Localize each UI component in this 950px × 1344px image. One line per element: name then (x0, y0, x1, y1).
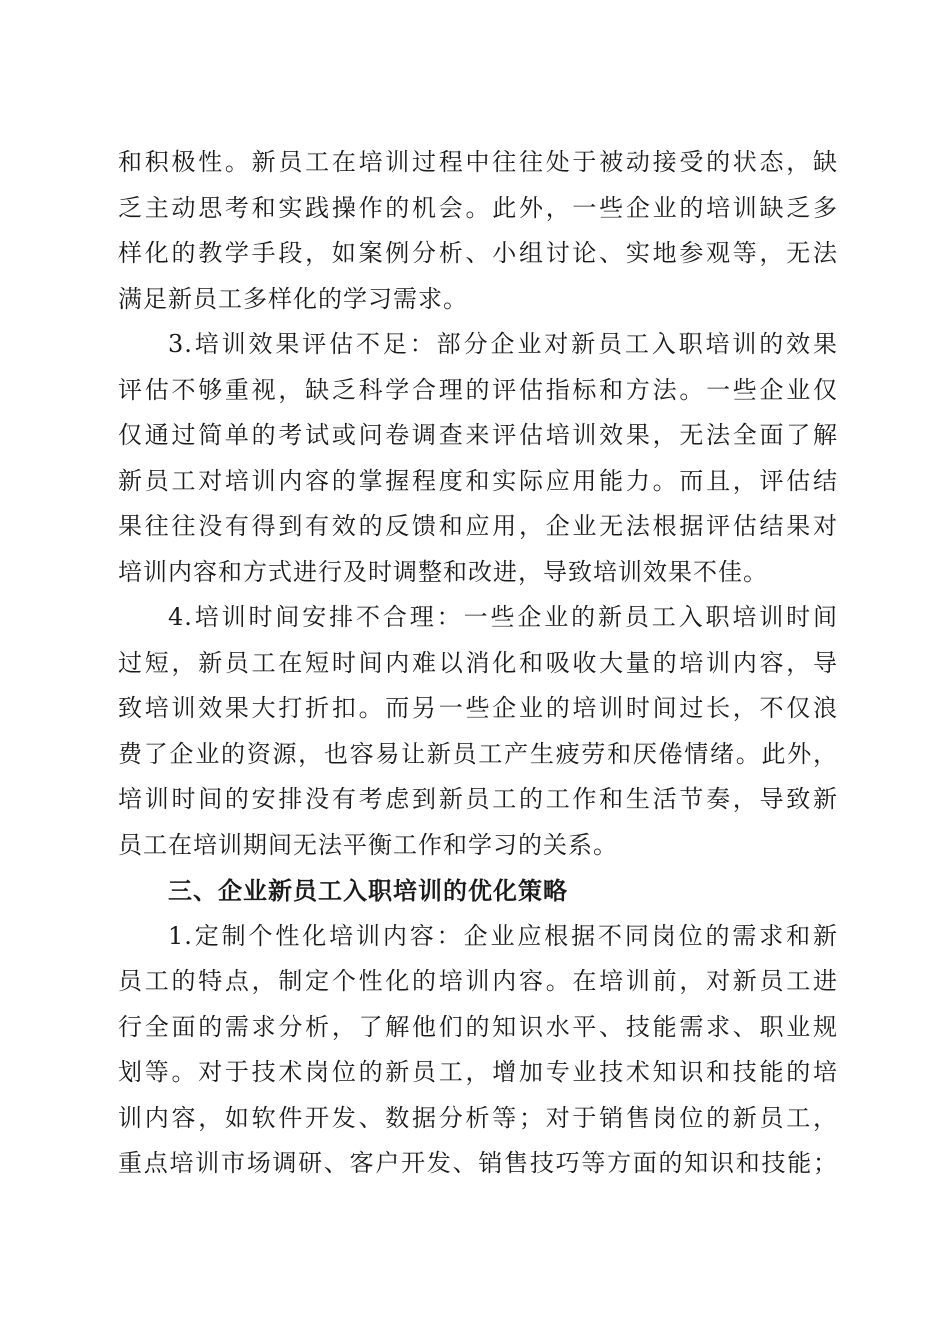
paragraph-line: 过短，新员工在短时间内难以消化和吸收大量的培训内容，导 (118, 648, 838, 677)
paragraph-line: 果往往没有得到有效的反馈和应用，企业无法根据评估结果对 (118, 512, 838, 540)
paragraph-line: 新员工对培训内容的掌握程度和实际应用能力。而且，评估结 (118, 466, 838, 495)
paragraph-line: 和积极性。新员工在培训过程中往往处于被动接受的状态，缺 (118, 148, 838, 176)
document-body (118, 140, 838, 1187)
section-heading: 三、企业新员工入职培训的优化策略 (168, 876, 568, 905)
paragraph-line: 培训时间的安排没有考虑到新员工的工作和生活节奏，导致新 (118, 785, 838, 813)
paragraph-line: 重点培训市场调研、客户开发、销售技巧等方面的知识和技能； (118, 1149, 838, 1177)
paragraph-line: 3.培训效果评估不足：部分企业对新员工入职培训的效果 (168, 330, 838, 358)
paragraph-line: 员工在培训期间无法平衡工作和学习的关系。 (118, 830, 618, 859)
paragraph-line: 仅通过简单的考试或问卷调查来评估培训效果，无法全面了解 (118, 421, 838, 449)
paragraph-line: 乏主动思考和实践操作的机会。此外，一些企业的培训缺乏多 (118, 193, 838, 222)
paragraph-line: 样化的教学手段，如案例分析、小组讨论、实地参观等，无法 (118, 239, 838, 267)
paragraph-line: 员工的特点，制定个性化的培训内容。在培训前，对新员工进 (118, 967, 838, 995)
paragraph-line: 1.定制个性化培训内容：企业应根据不同岗位的需求和新 (168, 921, 838, 950)
paragraph-line: 培训内容和方式进行及时调整和改进，导致培训效果不佳。 (118, 557, 768, 586)
paragraph-line: 致培训效果大打折扣。而另一些企业的培训时间过长，不仅浪 (118, 694, 838, 722)
paragraph-line: 训内容，如软件开发、数据分析等；对于销售岗位的新员工， (118, 1103, 838, 1132)
paragraph-line: 费了企业的资源，也容易让新员工产生疲劳和厌倦情绪。此外， (118, 739, 838, 768)
paragraph-line: 划等。对于技术岗位的新员工，增加专业技术知识和技能的培 (118, 1058, 838, 1086)
paragraph-line: 满足新员工多样化的学习需求。 (118, 284, 468, 313)
paragraph-line: 行全面的需求分析，了解他们的知识水平、技能需求、职业规 (118, 1012, 838, 1041)
paragraph-line: 4.培训时间安排不合理：一些企业的新员工入职培训时间 (168, 603, 838, 631)
paragraph-line: 评估不够重视，缺乏科学合理的评估指标和方法。一些企业仅 (118, 375, 838, 404)
